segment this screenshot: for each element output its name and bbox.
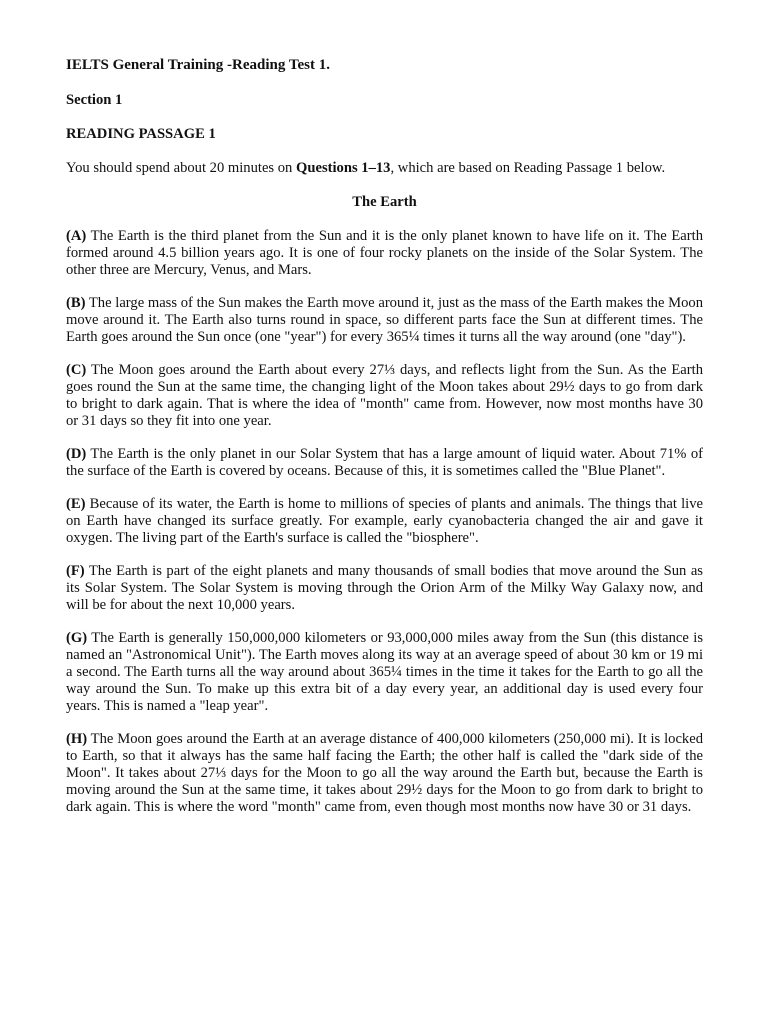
paragraph-b xyxy=(66,295,703,346)
instructions-before: You should spend about 20 minutes on xyxy=(66,160,297,176)
paragraph-c xyxy=(66,362,703,430)
instructions xyxy=(66,160,703,177)
paragraph-g xyxy=(66,630,703,715)
paragraph-text: The Moon goes around the Earth at an average distance of 400,000 kilometers (250,000 mi). It is locked to Earth, so that it always has the same half facing the Earth; the other half is called the "dark side of the Moon". It takes about 27⅓ days for the Moon to go all the way around the Earth but, because the Earth is moving around the Sun at the same time, it takes about 29½ days for the Moon to go from dark to bright to dark again. This is where the word "month" came from, even though most months now have 30 or 31 days. xyxy=(66,731,703,815)
paragraph-text: The Earth is the third planet from the Sun and it is the only planet known to have life on it. The Earth formed around 4.5 billion years ago. It is one of four rocky planets on the inside of the Solar System. The other three are Mercury, Venus, and Mars. xyxy=(66,228,703,278)
paragraph-text: The Earth is generally 150,000,000 kilometers or 93,000,000 miles away from the Sun (this distance is named an "Astronomical Unit"). The Earth moves along its way at an average speed of about 30 km or 19 mi a second. The Earth turns all the way around about 365¼ times in the time it takes for the Earth to go all the way around the Sun. To make up this extra bit of a day every year, an additional day is used every four years. This is named a "leap year". xyxy=(66,630,703,714)
paragraph-letter: (H) xyxy=(66,731,88,747)
paragraph-text: The Moon goes around the Earth about every 27⅓ days, and reflects light from the Sun. As the Earth goes round the Sun at the same time, the changing light of the Moon takes about 29½ days to go from dark to bright to dark again. That is where the idea of "month" came from. However, now most months have 30 or 31 days so they fit into one year. xyxy=(66,362,703,429)
paragraph-text: Because of its water, the Earth is home to millions of species of plants and animals. The things that live on Earth have changed its surface greatly. For example, early cyanobacteria changed the air and gave it oxygen. The living part of the Earth's surface is called the "biosphere". xyxy=(66,496,703,546)
paragraph-text: The large mass of the Sun makes the Earth move around it, just as the mass of the Earth makes the Moon move around it. The Earth also turns round in space, so different parts face the Sun at different times. The Earth goes around the Sun once (one "year") for every 365¼ times it turns all the way around (one "day"). xyxy=(66,295,703,345)
paragraph-f xyxy=(66,563,703,614)
paragraph-text: The Earth is part of the eight planets and many thousands of small bodies that move around the Sun as its Solar System. The Solar System is moving through the Orion Arm of the Milky Way Galaxy now, and will be for about the next 10,000 years. xyxy=(66,563,703,613)
passage-heading: READING PASSAGE 1 xyxy=(66,126,216,142)
paragraph-letter: (E) xyxy=(66,496,86,512)
instructions-after: , which are based on Reading Passage 1 below. xyxy=(390,160,666,176)
paragraph-letter: (D) xyxy=(66,446,87,462)
section-label: Section 1 xyxy=(66,92,123,108)
paragraph-d xyxy=(66,446,703,480)
paragraph-h xyxy=(66,731,703,816)
passage-title: The Earth xyxy=(352,194,417,210)
paragraph-letter: (F) xyxy=(66,563,85,579)
paragraph-letter: (G) xyxy=(66,630,88,646)
paragraph-letter: (C) xyxy=(66,362,87,378)
instructions-questions: Questions 1–13 xyxy=(296,160,391,176)
paragraph-text: The Earth is the only planet in our Solar System that has a large amount of liquid water. About 71% of the surface of the Earth is covered by oceans. Because of this, it is sometimes called the "Blue Planet". xyxy=(66,446,703,479)
paragraph-a xyxy=(66,228,703,279)
document-title: IELTS General Training -Reading Test 1. xyxy=(66,57,330,73)
document-page xyxy=(66,56,703,832)
paragraph-letter: (A) xyxy=(66,228,87,244)
paragraph-letter: (B) xyxy=(66,295,86,311)
paragraph-e xyxy=(66,496,703,547)
